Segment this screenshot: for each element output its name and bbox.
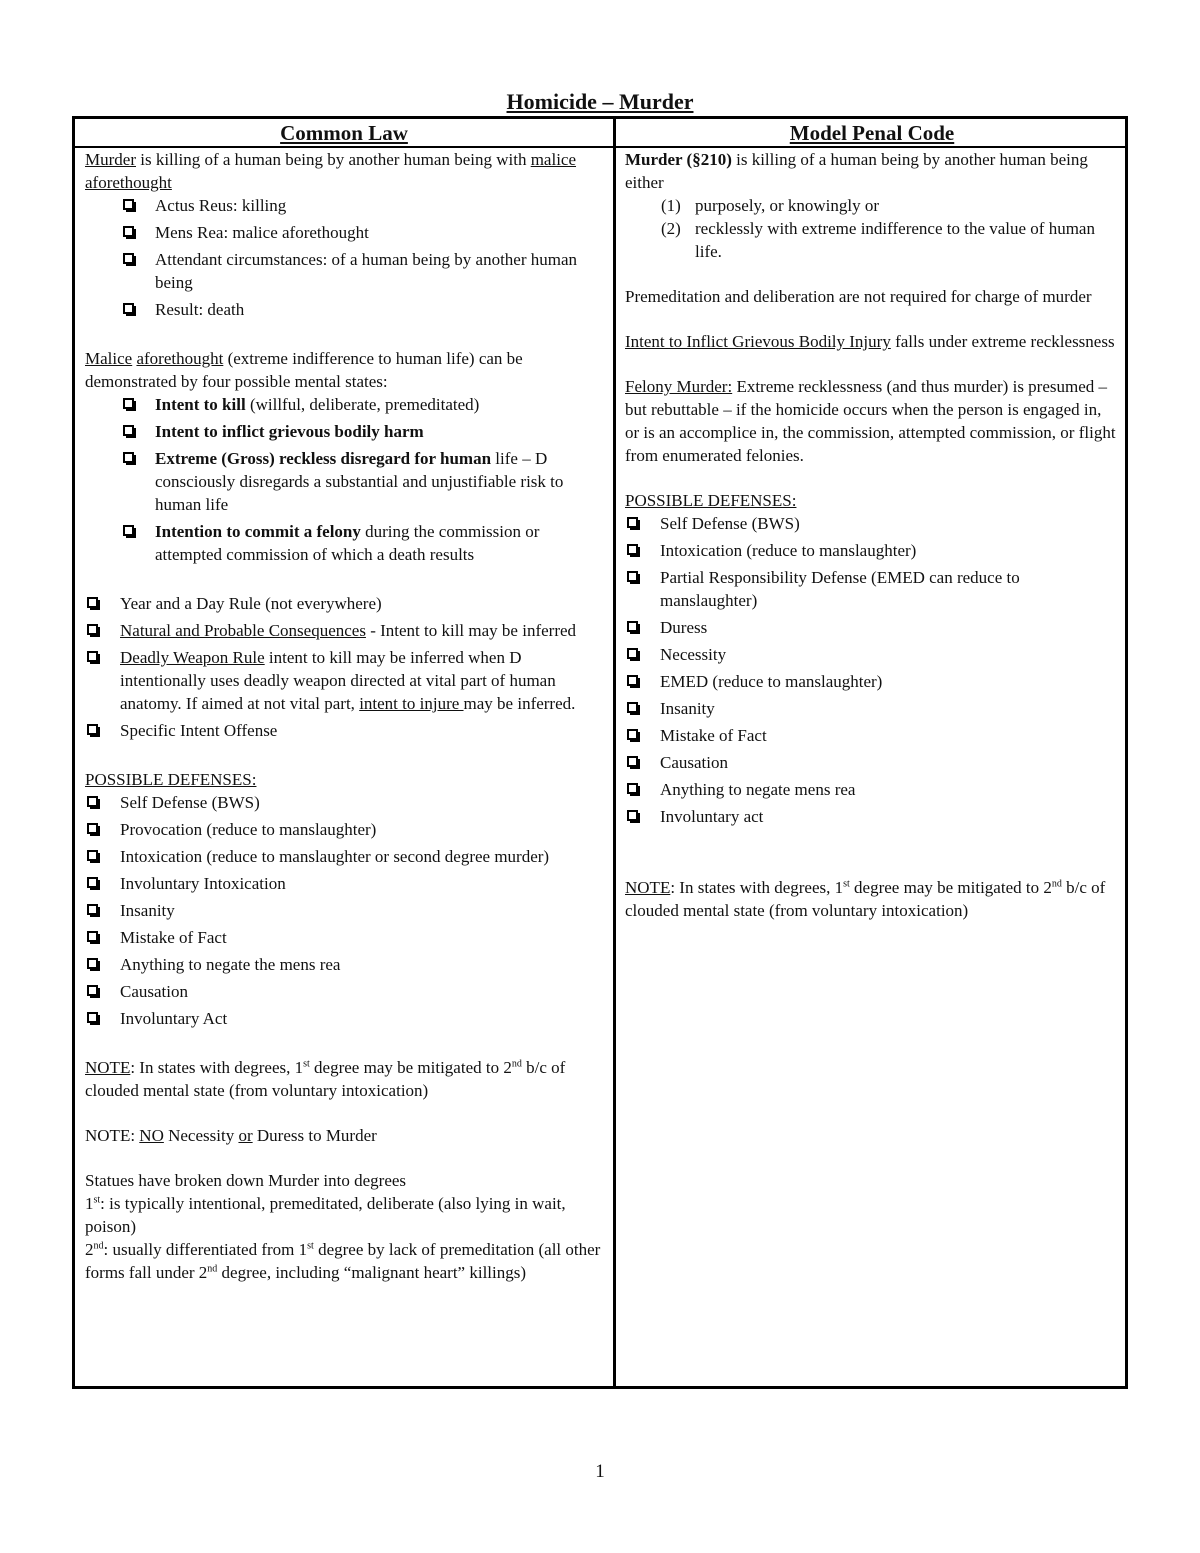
list-item: Causation xyxy=(625,751,1119,774)
list-item: Anything to negate the mens rea xyxy=(85,953,605,976)
mpc-defenses-list xyxy=(625,512,1119,828)
list-item: Mistake of Fact xyxy=(625,724,1119,747)
mpc-header: Model Penal Code xyxy=(789,121,955,145)
checkbox-icon xyxy=(87,724,98,735)
defenses-heading: POSSIBLE DEFENSES: xyxy=(85,770,257,789)
list-item: Mistake of Fact xyxy=(85,926,605,949)
list-item: Involuntary Intoxication xyxy=(85,872,605,895)
felony-murder-paragraph: Felony Murder: Extreme recklessness (and thus murder) is presumed – but rebuttable – if the homicide occurs when the person is engaged in, or is an accomplice in, the commission, attempted commission, or flight from enumerated felonies. xyxy=(625,377,1116,465)
list-item: Intention to commit a felony during the commission or attempted commission of which a death results xyxy=(85,520,605,566)
malice-paragraph: Malice aforethought (extreme indifference to human life) can be demonstrated by four possible mental states: xyxy=(85,349,523,391)
checkbox-icon xyxy=(87,877,98,888)
checkbox-icon xyxy=(627,517,638,528)
list-item: Deadly Weapon Rule intent to kill may be inferred when D intentionally uses deadly weapon directed at vital part of human anatomy. If aimed at not vital part, intent to injure may be inferred. xyxy=(85,646,605,715)
first-degree-paragraph: 1st: is typically intentional, premeditated, deliberate (also lying in wait, poison) xyxy=(85,1194,566,1236)
checkbox-icon xyxy=(627,702,638,713)
checkbox-icon xyxy=(627,648,638,659)
checkbox-icon xyxy=(123,398,134,409)
list-item: Necessity xyxy=(625,643,1119,666)
checkbox-icon xyxy=(627,729,638,740)
document-title: Homicide – Murder xyxy=(506,89,694,114)
note-no-necessity: NOTE: NO Necessity or Duress to Murder xyxy=(85,1126,377,1145)
common-law-header: Common Law xyxy=(280,121,408,145)
checkbox-icon xyxy=(87,823,98,834)
statues-paragraph: Statues have broken down Murder into degrees xyxy=(85,1171,407,1190)
checkbox-icon xyxy=(123,303,134,314)
mpc-column xyxy=(625,148,1119,922)
grievous-injury-paragraph: Intent to Inflict Grievous Bodily Injury falls under extreme recklessness xyxy=(625,332,1115,351)
list-item: Self Defense (BWS) xyxy=(625,512,1119,535)
list-item: Involuntary act xyxy=(625,805,1119,828)
checkbox-icon xyxy=(627,810,638,821)
list-item: Involuntary Act xyxy=(85,1007,605,1030)
checkbox-icon xyxy=(87,597,98,608)
checkbox-icon xyxy=(87,1012,98,1023)
mental-states-list xyxy=(85,393,605,566)
checkbox-icon xyxy=(627,756,638,767)
mpc-note-degrees: NOTE: In states with degrees, 1st degree may be mitigated to 2nd b/c of clouded mental state (from voluntary intoxication) xyxy=(625,878,1106,920)
checkbox-icon xyxy=(627,571,638,582)
checkbox-icon xyxy=(627,783,638,794)
list-item: Specific Intent Offense xyxy=(85,719,605,742)
list-item: Mens Rea: malice aforethought xyxy=(85,221,605,244)
checkbox-icon xyxy=(627,675,638,686)
column-divider xyxy=(613,119,616,1386)
mpc-options-list xyxy=(625,194,1119,263)
checkbox-icon xyxy=(627,621,638,632)
list-item: Intoxication (reduce to manslaughter or second degree murder) xyxy=(85,845,605,868)
list-item: Duress xyxy=(625,616,1119,639)
note-degrees: NOTE: In states with degrees, 1st degree may be mitigated to 2nd b/c of clouded mental state (from voluntary intoxication) xyxy=(85,1058,566,1100)
checkbox-icon xyxy=(87,985,98,996)
list-item: Result: death xyxy=(85,298,605,321)
checkbox-icon xyxy=(123,425,134,436)
checkbox-icon xyxy=(87,958,98,969)
list-item: Actus Reus: killing xyxy=(85,194,605,217)
list-item: Extreme (Gross) reckless disregard for human life – D consciously disregards a substantial and unjustifiable risk to human life xyxy=(85,447,605,516)
list-item: Insanity xyxy=(625,697,1119,720)
list-item: Partial Responsibility Defense (EMED can reduce to manslaughter) xyxy=(625,566,1119,612)
checkbox-icon xyxy=(123,253,134,264)
mpc-defenses-heading: POSSIBLE DEFENSES: xyxy=(625,491,797,510)
common-law-column xyxy=(85,148,605,1284)
second-degree-paragraph: 2nd: usually differentiated from 1st degree by lack of premeditation (all other forms fall under 2nd degree, including “malignant heart” killings) xyxy=(85,1240,601,1282)
table-header-row xyxy=(75,119,1125,148)
list-item: Insanity xyxy=(85,899,605,922)
checkbox-icon xyxy=(123,525,134,536)
elements-list xyxy=(85,194,605,321)
list-item: Provocation (reduce to manslaughter) xyxy=(85,818,605,841)
list-item: Natural and Probable Consequences - Intent to kill may be inferred xyxy=(85,619,605,642)
checkbox-icon xyxy=(87,904,98,915)
list-item: Intoxication (reduce to manslaughter) xyxy=(625,539,1119,562)
list-item: Causation xyxy=(85,980,605,1003)
list-item: Attendant circumstances: of a human being by another human being xyxy=(85,248,605,294)
list-item: Intent to kill (willful, deliberate, premeditated) xyxy=(85,393,605,416)
checkbox-icon xyxy=(123,226,134,237)
checkbox-icon xyxy=(87,796,98,807)
list-item: Anything to negate mens rea xyxy=(625,778,1119,801)
checkbox-icon xyxy=(123,199,134,210)
checkbox-icon xyxy=(123,452,134,463)
checkbox-icon xyxy=(627,544,638,555)
list-item: (2) recklessly with extreme indifference to the value of human life. xyxy=(661,219,1095,261)
defenses-list xyxy=(85,791,605,1030)
checkbox-icon xyxy=(87,624,98,635)
list-item: Self Defense (BWS) xyxy=(85,791,605,814)
checkbox-icon xyxy=(87,850,98,861)
rules-list xyxy=(85,592,605,742)
list-item: Year and a Day Rule (not everywhere) xyxy=(85,592,605,615)
comparison-table xyxy=(72,116,1128,1389)
checkbox-icon xyxy=(87,931,98,942)
list-item: EMED (reduce to manslaughter) xyxy=(625,670,1119,693)
page-number: 1 xyxy=(595,1461,605,1482)
mpc-murder-definition: Murder (§210) is killing of a human being by another human being either xyxy=(625,150,1088,192)
murder-definition: Murder is killing of a human being by another human being with malice aforethought xyxy=(85,150,577,192)
list-item: (1) purposely, or knowingly or xyxy=(661,196,879,215)
premeditation-paragraph: Premeditation and deliberation are not required for charge of murder xyxy=(625,287,1092,306)
checkbox-icon xyxy=(87,651,98,662)
list-item: Intent to inflict grievous bodily harm xyxy=(85,420,605,443)
